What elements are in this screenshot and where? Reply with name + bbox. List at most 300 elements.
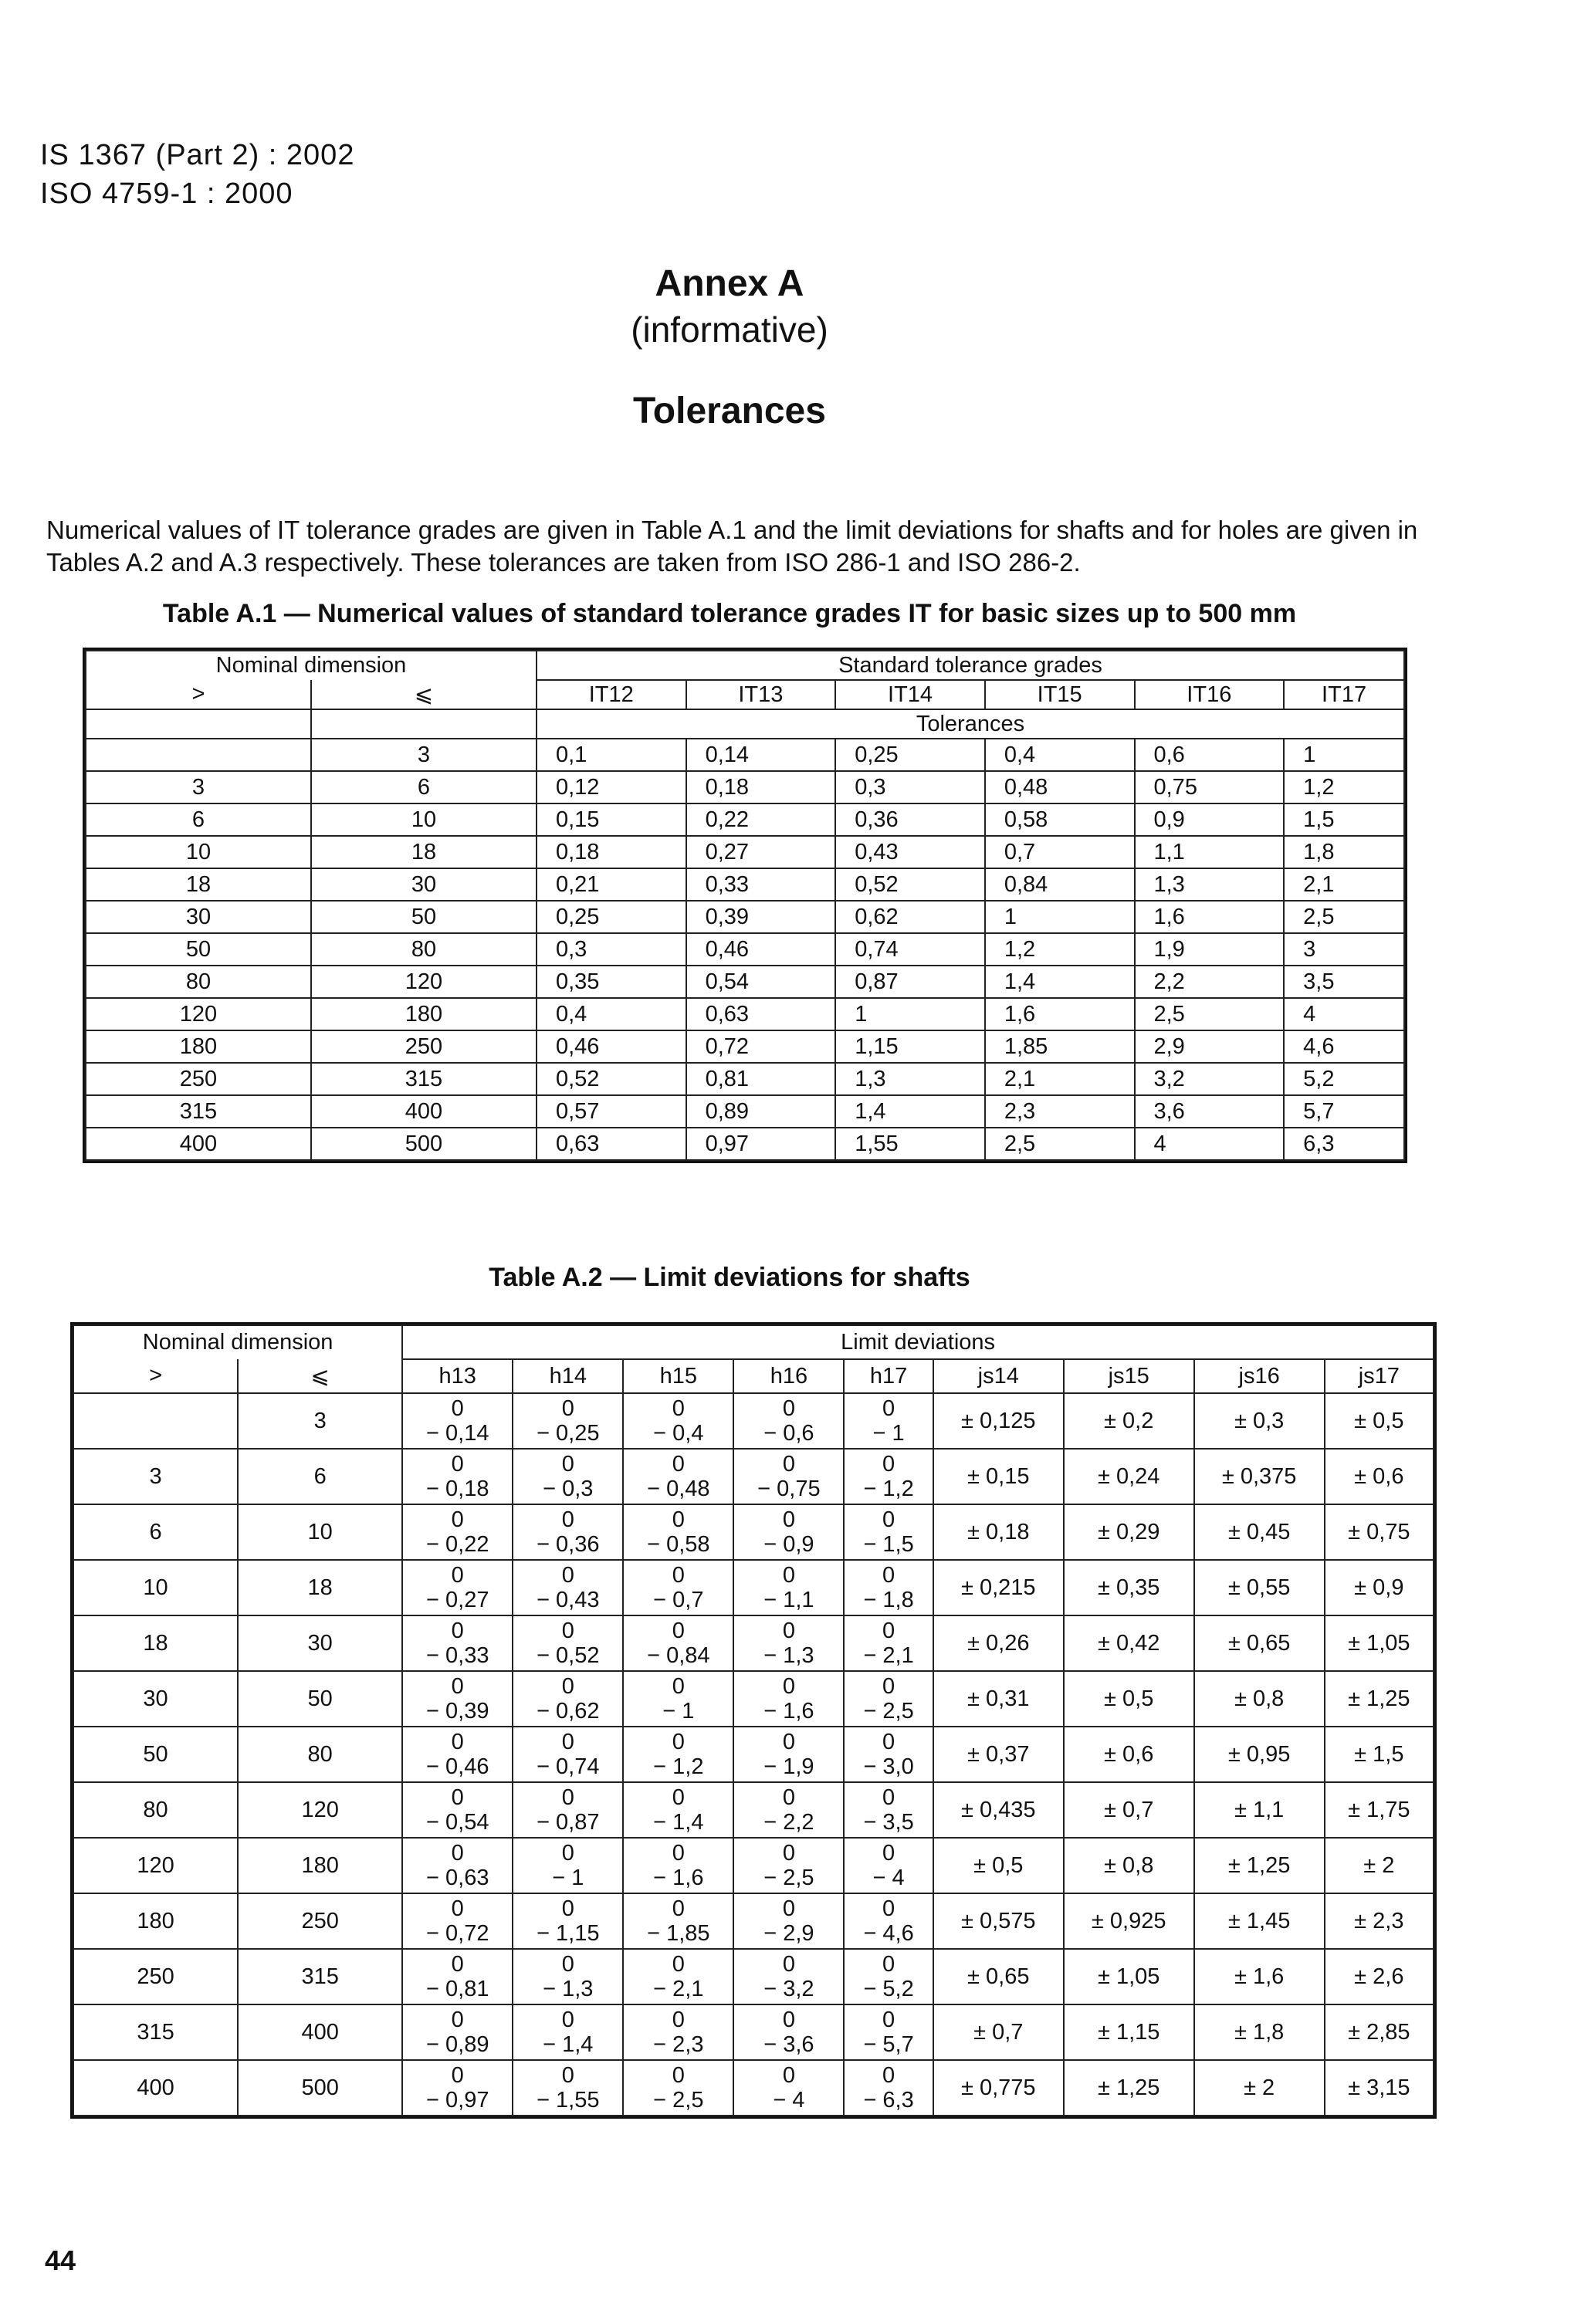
deviation-pair — [624, 1564, 733, 1612]
deviation-column-header: h16 — [733, 1359, 844, 1393]
deviation-pair — [624, 1953, 733, 2001]
shaft-deviation-cell — [733, 1615, 844, 1671]
blank-cell — [86, 709, 311, 739]
deviation-pair — [845, 1730, 932, 1778]
shaft-deviation-cell — [623, 1504, 733, 1560]
table-row — [86, 1030, 1404, 1063]
shaft-deviation-cell — [733, 1893, 844, 1949]
shaft-deviation-cell — [733, 1449, 844, 1504]
lower-deviation: − 0,97 — [426, 2088, 489, 2113]
shaft-deviation-cell — [623, 1727, 733, 1782]
upper-deviation: 0 — [672, 1952, 685, 1977]
shaft-deviation-cell — [623, 1949, 733, 2004]
range-from-cell: 120 — [73, 1838, 238, 1893]
lower-deviation: − 1 — [872, 1421, 905, 1446]
deviation-pair — [624, 1397, 733, 1445]
symmetric-deviation-cell: ± 0,37 — [933, 1727, 1064, 1782]
tolerance-cell: 1,5 — [1284, 803, 1404, 836]
tolerance-cell: 1,9 — [1135, 933, 1285, 966]
tolerance-cell: 0,58 — [985, 803, 1135, 836]
symmetric-deviation-cell: ± 2,6 — [1325, 1949, 1434, 2004]
tolerance-cell: 0,57 — [537, 1095, 686, 1128]
shaft-deviation-cell — [513, 1949, 623, 2004]
table-row — [73, 1727, 1434, 1782]
tolerance-cell: 5,7 — [1284, 1095, 1404, 1128]
symmetric-deviation-cell: ± 0,15 — [933, 1449, 1064, 1504]
lower-deviation: − 3,2 — [763, 1977, 814, 2001]
symmetric-deviation-cell: ± 1,8 — [1194, 2004, 1325, 2060]
deviation-pair — [734, 1508, 843, 1556]
symmetric-deviation-cell: ± 0,7 — [933, 2004, 1064, 2060]
tolerance-cell: 0,18 — [686, 771, 836, 803]
tolerance-cell: 3,2 — [1135, 1063, 1285, 1095]
tolerance-cell: 0,22 — [686, 803, 836, 836]
lower-deviation: − 0,84 — [647, 1643, 710, 1668]
range-to-cell: 30 — [238, 1615, 402, 1671]
grade-column-header: IT13 — [686, 680, 836, 709]
range-to-cell: 250 — [238, 1893, 402, 1949]
table-row — [86, 966, 1404, 998]
upper-deviation: 0 — [561, 1674, 574, 1699]
shaft-deviation-cell — [513, 1504, 623, 1560]
lower-deviation: − 1,3 — [763, 1643, 814, 1668]
tolerance-cell: 2,5 — [1284, 901, 1404, 933]
tolerance-cell: 0,84 — [985, 868, 1135, 901]
symmetric-deviation-cell: ± 0,5 — [1064, 1671, 1194, 1727]
table-row — [86, 868, 1404, 901]
upper-deviation: 0 — [882, 1563, 895, 1588]
table-a1-caption: Table A.1 — Numerical values of standard tolerance grades IT for basic sizes up to 500 mm — [162, 599, 1297, 628]
upper-deviation: 0 — [561, 1896, 574, 1921]
range-to-cell: 3 — [238, 1393, 402, 1449]
deviation-pair — [513, 1897, 622, 1945]
symmetric-deviation-cell: ± 0,8 — [1194, 1671, 1325, 1727]
range-to-cell: 10 — [238, 1504, 402, 1560]
symmetric-deviation-cell: ± 1,15 — [1064, 2004, 1194, 2060]
lower-deviation: − 0,6 — [763, 1421, 814, 1446]
tolerance-cell: 0,43 — [835, 836, 985, 868]
range-from-cell: 30 — [86, 901, 311, 933]
lower-deviation: − 1,6 — [763, 1699, 814, 1724]
shaft-deviation-cell — [844, 1393, 933, 1449]
tolerance-cell: 1,4 — [985, 966, 1135, 998]
shaft-deviation-cell — [402, 2004, 513, 2060]
tolerance-cell: 4 — [1135, 1128, 1285, 1160]
deviation-pair — [513, 1564, 622, 1612]
symmetric-deviation-cell: ± 1,5 — [1325, 1727, 1434, 1782]
symmetric-deviation-cell: ± 1,25 — [1194, 1838, 1325, 1893]
range-from-cell — [73, 1393, 238, 1449]
range-to-cell: 180 — [238, 1838, 402, 1893]
tolerance-cell: 0,35 — [537, 966, 686, 998]
shaft-deviation-cell — [733, 2060, 844, 2116]
shaft-deviation-cell — [402, 2060, 513, 2116]
symmetric-deviation-cell: ± 2,85 — [1325, 2004, 1434, 2060]
lower-deviation: − 1,2 — [863, 1477, 914, 1501]
grades-header: Standard tolerance grades — [537, 651, 1404, 680]
tolerance-cell: 2,2 — [1135, 966, 1285, 998]
deviation-pair — [403, 1730, 512, 1778]
upper-deviation: 0 — [882, 1730, 895, 1754]
tolerance-cell: 0,36 — [835, 803, 985, 836]
shaft-deviation-cell — [733, 1393, 844, 1449]
symmetric-deviation-cell: ± 1,05 — [1064, 1949, 1194, 2004]
shaft-deviation-cell — [513, 1449, 623, 1504]
range-to-cell: 500 — [238, 2060, 402, 2116]
deviation-pair — [845, 1786, 932, 1834]
shaft-deviation-cell — [513, 1893, 623, 1949]
table-row — [86, 933, 1404, 966]
shaft-deviation-cell — [402, 1560, 513, 1615]
tolerance-cell: 0,48 — [985, 771, 1135, 803]
tolerance-cell: 1 — [1284, 739, 1404, 771]
lower-deviation: − 4,6 — [863, 1921, 914, 1946]
upper-deviation: 0 — [451, 1730, 464, 1754]
table-row — [73, 1504, 1434, 1560]
grade-column-header: IT12 — [537, 680, 686, 709]
symmetric-deviation-cell: ± 2,3 — [1325, 1893, 1434, 1949]
range-to-cell: 3 — [311, 739, 537, 771]
symmetric-deviation-cell: ± 0,2 — [1064, 1393, 1194, 1449]
tolerance-cell: 0,9 — [1135, 803, 1285, 836]
nominal-dimension-header: Nominal dimension — [73, 1325, 402, 1359]
upper-deviation: 0 — [882, 1785, 895, 1810]
upper-deviation: 0 — [451, 1785, 464, 1810]
upper-deviation: 0 — [782, 1785, 795, 1810]
upper-deviation: 0 — [782, 1952, 795, 1977]
deviation-pair — [734, 1730, 843, 1778]
lower-deviation: − 4 — [773, 2088, 805, 2113]
shaft-deviation-cell — [844, 1782, 933, 1838]
symmetric-deviation-cell: ± 0,95 — [1194, 1727, 1325, 1782]
upper-deviation: 0 — [672, 1896, 685, 1921]
tolerance-cell: 3,5 — [1284, 966, 1404, 998]
shaft-deviation-cell — [844, 1727, 933, 1782]
tolerance-cell: 0,21 — [537, 868, 686, 901]
upper-deviation: 0 — [882, 1507, 895, 1532]
range-from-cell — [86, 739, 311, 771]
shaft-deviation-cell — [623, 1560, 733, 1615]
deviation-pair — [845, 2008, 932, 2056]
symmetric-deviation-cell: ± 1,75 — [1325, 1782, 1434, 1838]
tolerance-cell: 0,97 — [686, 1128, 836, 1160]
tolerance-cell: 1 — [835, 998, 985, 1030]
tolerance-cell: 0,52 — [835, 868, 985, 901]
upper-deviation: 0 — [672, 1619, 685, 1643]
upper-deviation: 0 — [451, 1507, 464, 1532]
range-to-cell: 400 — [238, 2004, 402, 2060]
table-row — [73, 1671, 1434, 1727]
deviation-column-header: h17 — [844, 1359, 933, 1393]
shaft-deviation-cell — [733, 1727, 844, 1782]
deviation-pair — [403, 1619, 512, 1667]
tolerance-cell: 0,87 — [835, 966, 985, 998]
tolerance-cell: 0,6 — [1135, 739, 1285, 771]
upper-deviation: 0 — [561, 1619, 574, 1643]
deviation-pair — [624, 1786, 733, 1834]
upper-deviation: 0 — [672, 1785, 685, 1810]
shaft-deviation-cell — [402, 1671, 513, 1727]
table-row — [73, 2060, 1434, 2116]
deviation-pair — [624, 1897, 733, 1945]
deviation-pair — [624, 1675, 733, 1723]
tolerance-cell: 0,52 — [537, 1063, 686, 1095]
range-to-cell: 315 — [311, 1063, 537, 1095]
shaft-deviation-cell — [402, 1615, 513, 1671]
lower-deviation: − 2,1 — [863, 1643, 914, 1668]
grade-column-header: IT15 — [985, 680, 1135, 709]
tolerance-cell: 1,55 — [835, 1128, 985, 1160]
lower-deviation: − 1,4 — [653, 1810, 704, 1835]
lower-deviation: − 0,62 — [537, 1699, 600, 1724]
range-from-cell: 250 — [86, 1063, 311, 1095]
tolerance-cell: 2,9 — [1135, 1030, 1285, 1063]
lower-deviation: − 1 — [552, 1866, 584, 1890]
upper-deviation: 0 — [451, 1952, 464, 1977]
upper-deviation: 0 — [882, 1896, 895, 1921]
tolerance-cell: 1 — [985, 901, 1135, 933]
shaft-deviation-cell — [402, 1893, 513, 1949]
range-to-cell: 50 — [238, 1671, 402, 1727]
deviation-pair — [734, 1786, 843, 1834]
upper-deviation: 0 — [451, 1452, 464, 1477]
symmetric-deviation-cell: ± 0,6 — [1064, 1727, 1194, 1782]
gt-header: > — [86, 680, 311, 709]
symmetric-deviation-cell: ± 0,125 — [933, 1393, 1064, 1449]
range-to-cell: 80 — [238, 1727, 402, 1782]
deviation-pair — [403, 1953, 512, 2001]
deviation-pair — [513, 1730, 622, 1778]
upper-deviation: 0 — [561, 1785, 574, 1810]
tolerance-cell: 1,6 — [985, 998, 1135, 1030]
deviation-column-header: js15 — [1064, 1359, 1194, 1393]
lower-deviation: − 1,4 — [543, 2032, 594, 2057]
table-row — [73, 1782, 1434, 1838]
tolerance-cell: 0,3 — [537, 933, 686, 966]
lower-deviation: − 0,52 — [537, 1643, 600, 1668]
table-row — [86, 1063, 1404, 1095]
upper-deviation: 0 — [782, 1507, 795, 1532]
table-row — [86, 998, 1404, 1030]
lower-deviation: − 1,6 — [653, 1866, 704, 1890]
deviation-column-header: js17 — [1325, 1359, 1434, 1393]
shaft-deviation-cell — [402, 1727, 513, 1782]
symmetric-deviation-cell: ± 0,5 — [1325, 1393, 1434, 1449]
lower-deviation: − 0,72 — [426, 1921, 489, 1946]
symmetric-deviation-cell: ± 0,575 — [933, 1893, 1064, 1949]
table-row — [86, 1095, 1404, 1128]
tolerance-cell: 0,15 — [537, 803, 686, 836]
symmetric-deviation-cell: ± 0,5 — [933, 1838, 1064, 1893]
shaft-deviation-cell — [402, 1838, 513, 1893]
deviation-pair — [845, 1897, 932, 1945]
tolerance-cell: 3,6 — [1135, 1095, 1285, 1128]
range-to-cell: 50 — [311, 901, 537, 933]
table-row — [73, 1893, 1434, 1949]
deviation-pair — [845, 1842, 932, 1889]
shaft-deviation-cell — [513, 1560, 623, 1615]
deviation-pair — [734, 1897, 843, 1945]
range-to-cell: 18 — [238, 1560, 402, 1615]
upper-deviation: 0 — [782, 1730, 795, 1754]
upper-deviation: 0 — [672, 2063, 685, 2088]
deviation-pair — [513, 2008, 622, 2056]
deviation-pair — [734, 1619, 843, 1667]
lower-deviation: − 0,58 — [647, 1532, 710, 1557]
lower-deviation: − 1,1 — [763, 1588, 814, 1612]
standard-number-iso: ISO 4759-1 : 2000 — [40, 178, 293, 210]
lower-deviation: − 0,89 — [426, 2032, 489, 2057]
shaft-deviation-cell — [513, 1727, 623, 1782]
tolerance-cell: 0,81 — [686, 1063, 836, 1095]
upper-deviation: 0 — [451, 2063, 464, 2088]
range-to-cell: 18 — [311, 836, 537, 868]
table-row — [86, 739, 1404, 771]
lower-deviation: − 1,3 — [543, 1977, 594, 2001]
symmetric-deviation-cell: ± 3,15 — [1325, 2060, 1434, 2116]
upper-deviation: 0 — [561, 1730, 574, 1754]
deviation-pair — [624, 1508, 733, 1556]
deviation-pair — [624, 1842, 733, 1889]
grade-column-header: IT17 — [1284, 680, 1404, 709]
grade-column-header: IT14 — [835, 680, 985, 709]
symmetric-deviation-cell: ± 0,375 — [1194, 1449, 1325, 1504]
symmetric-deviation-cell: ± 0,26 — [933, 1615, 1064, 1671]
tolerance-cell: 0,4 — [537, 998, 686, 1030]
le-header: ⩽ — [311, 680, 537, 709]
table-row — [86, 836, 1404, 868]
deviation-pair — [845, 1397, 932, 1445]
deviation-pair — [513, 1619, 622, 1667]
shaft-deviation-cell — [844, 1615, 933, 1671]
upper-deviation: 0 — [782, 1396, 795, 1421]
lower-deviation: − 5,7 — [863, 2032, 914, 2057]
tolerance-cell: 0,3 — [835, 771, 985, 803]
deviation-pair — [624, 1453, 733, 1500]
tolerance-cell: 1,3 — [1135, 868, 1285, 901]
table-row — [73, 1949, 1434, 2004]
lower-deviation: − 0,22 — [426, 1532, 489, 1557]
upper-deviation: 0 — [782, 1896, 795, 1921]
symmetric-deviation-cell: ± 0,6 — [1325, 1449, 1434, 1504]
range-to-cell: 10 — [311, 803, 537, 836]
deviation-pair — [845, 1619, 932, 1667]
shaft-deviation-cell — [844, 1838, 933, 1893]
symmetric-deviation-cell: ± 0,35 — [1064, 1560, 1194, 1615]
range-from-cell: 18 — [73, 1615, 238, 1671]
shaft-deviation-cell — [844, 1893, 933, 1949]
blank-cell — [311, 709, 537, 739]
range-from-cell: 120 — [86, 998, 311, 1030]
deviation-pair — [624, 2064, 733, 2112]
tolerance-cell: 0,54 — [686, 966, 836, 998]
deviation-pair — [845, 1953, 932, 2001]
tolerance-cell: 0,63 — [537, 1128, 686, 1160]
range-to-cell: 500 — [311, 1128, 537, 1160]
symmetric-deviation-cell: ± 0,8 — [1064, 1838, 1194, 1893]
annex-subtitle: (informative) — [631, 310, 828, 350]
lower-deviation: − 2,5 — [763, 1866, 814, 1890]
range-from-cell: 180 — [86, 1030, 311, 1063]
symmetric-deviation-cell: ± 2 — [1325, 1838, 1434, 1893]
tolerance-cell: 0,63 — [686, 998, 836, 1030]
symmetric-deviation-cell: ± 0,18 — [933, 1504, 1064, 1560]
symmetric-deviation-cell: ± 1,6 — [1194, 1949, 1325, 2004]
lower-deviation: − 0,7 — [653, 1588, 704, 1612]
upper-deviation: 0 — [882, 1952, 895, 1977]
shaft-deviation-cell — [844, 1449, 933, 1504]
tolerance-cell: 1,8 — [1284, 836, 1404, 868]
shaft-deviation-cell — [402, 1449, 513, 1504]
lower-deviation: − 0,18 — [426, 1477, 489, 1501]
deviation-pair — [513, 1786, 622, 1834]
symmetric-deviation-cell: ± 2 — [1194, 2060, 1325, 2116]
deviation-pair — [845, 1508, 932, 1556]
deviation-pair — [734, 1453, 843, 1500]
table-row — [73, 1615, 1434, 1671]
lower-deviation: − 0,81 — [426, 1977, 489, 2001]
deviation-pair — [513, 1842, 622, 1889]
tolerance-cell: 0,25 — [835, 739, 985, 771]
shaft-deviation-cell — [733, 1504, 844, 1560]
lower-deviation: − 0,54 — [426, 1810, 489, 1835]
deviation-pair — [403, 1453, 512, 1500]
range-to-cell: 80 — [311, 933, 537, 966]
shaft-deviation-cell — [844, 2060, 933, 2116]
upper-deviation: 0 — [451, 1896, 464, 1921]
tolerance-cell: 0,62 — [835, 901, 985, 933]
tolerance-cell: 0,4 — [985, 739, 1135, 771]
deviation-pair — [403, 1564, 512, 1612]
lower-deviation: − 6,3 — [863, 2088, 914, 2113]
tolerance-cell: 0,1 — [537, 739, 686, 771]
upper-deviation: 0 — [782, 1619, 795, 1643]
shaft-deviation-cell — [844, 1671, 933, 1727]
range-from-cell: 18 — [86, 868, 311, 901]
deviation-pair — [403, 1397, 512, 1445]
table-row — [86, 771, 1404, 803]
range-from-cell: 250 — [73, 1949, 238, 2004]
symmetric-deviation-cell: ± 0,75 — [1325, 1504, 1434, 1560]
upper-deviation: 0 — [782, 1563, 795, 1588]
table-row — [86, 901, 1404, 933]
shaft-deviation-cell — [513, 2060, 623, 2116]
range-from-cell: 30 — [73, 1671, 238, 1727]
tolerance-cell: 2,1 — [1284, 868, 1404, 901]
deviation-pair — [513, 1453, 622, 1500]
deviation-pair — [734, 1842, 843, 1889]
lower-deviation: − 1,8 — [863, 1588, 914, 1612]
range-from-cell: 3 — [86, 771, 311, 803]
upper-deviation: 0 — [782, 2063, 795, 2088]
shaft-deviation-cell — [733, 1671, 844, 1727]
lower-deviation: − 5,2 — [863, 1977, 914, 2001]
shaft-deviation-cell — [623, 1393, 733, 1449]
tolerance-cell: 2,3 — [985, 1095, 1135, 1128]
table-row — [73, 1393, 1434, 1449]
range-to-cell: 120 — [311, 966, 537, 998]
tolerance-cell: 1,2 — [1284, 771, 1404, 803]
range-from-cell: 315 — [86, 1095, 311, 1128]
shaft-deviation-cell — [623, 2004, 733, 2060]
table-row — [86, 803, 1404, 836]
lower-deviation: − 2,2 — [763, 1810, 814, 1835]
lower-deviation: − 2,1 — [653, 1977, 704, 2001]
lower-deviation: − 0,46 — [426, 1754, 489, 1779]
range-from-cell: 6 — [73, 1504, 238, 1560]
upper-deviation: 0 — [561, 1952, 574, 1977]
limit-deviations-header: Limit deviations — [402, 1325, 1434, 1359]
